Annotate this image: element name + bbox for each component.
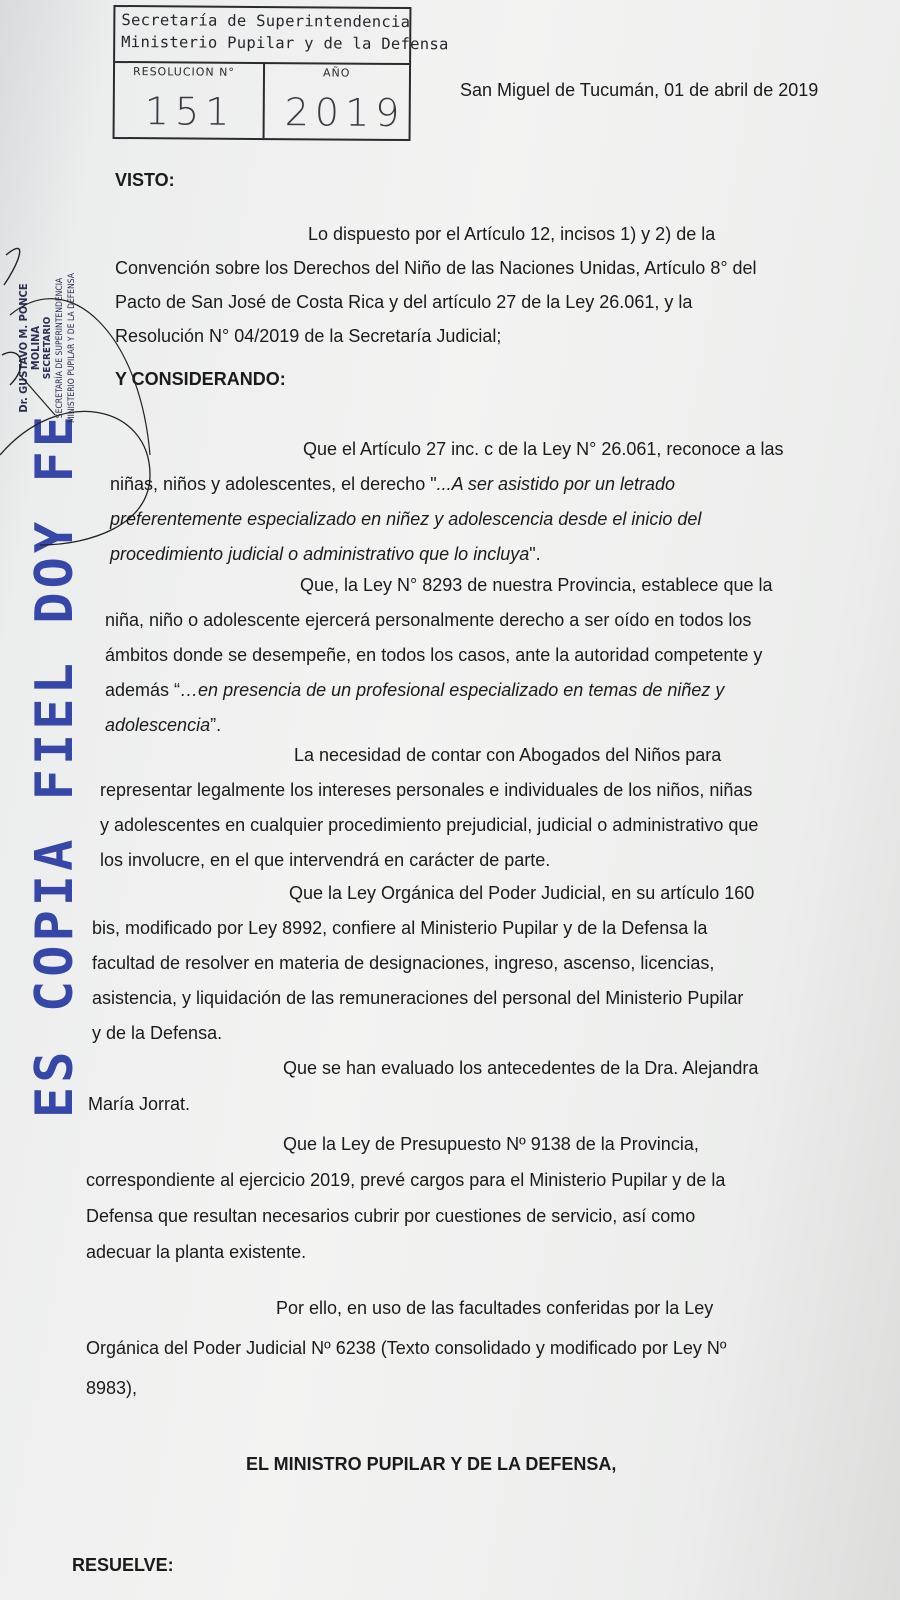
- paragraph-line: [105, 673, 853, 708]
- paragraph-line: Orgánica del Poder Judicial Nº 6238 (Texto consolidado y modificado por Ley Nº: [86, 1338, 727, 1358]
- text-run: niñas, niños y adolescentes, el derecho ": [110, 474, 437, 494]
- stamp-year: 2019: [284, 90, 406, 136]
- seal-title: SECRETARIO: [42, 316, 53, 380]
- quote-run: adolescencia: [105, 715, 211, 735]
- paragraph-line: asistencia, y liquidación de las remuneraciones del personal del Ministerio Pupilar: [92, 988, 744, 1008]
- handwritten-signature: [0, 225, 160, 565]
- paragraph-line: Que se han evaluado los antecedentes de la Dra. Alejandra: [283, 1058, 759, 1078]
- considerando-heading: Y CONSIDERANDO:: [115, 369, 286, 389]
- paragraph-line: Que la Ley Orgánica del Poder Judicial, en su artículo 160: [289, 883, 755, 903]
- seal-name: Dr. GUSTAVO M. PONCE MOLINA: [17, 283, 42, 413]
- considerando-paragraph-3: [100, 738, 850, 878]
- paragraph-line: ámbitos donde se desempeñe, en todos los casos, ante la autoridad competente y: [105, 645, 763, 665]
- text-run: además “: [105, 680, 181, 700]
- stamp-resolution-number: 151: [144, 89, 236, 134]
- considerando-paragraph-2: [105, 568, 853, 743]
- paragraph-line: María Jorrat.: [88, 1094, 191, 1114]
- paragraph-line: y adolescentes en cualquier procedimiento prejudicial, judicial o administrativo que: [100, 815, 759, 835]
- paragraph-line: niña, niño o adolescente ejercerá personalmente derecho a ser oído en todos los: [105, 610, 752, 630]
- considerando-paragraph-5: [88, 1050, 843, 1122]
- paragraph-line: Defensa que resultan necesarios cubrir por cuestiones de servicio, así como: [86, 1206, 696, 1226]
- minister-heading: EL MINISTRO PUPILAR Y DE LA DEFENSA,: [246, 1454, 617, 1474]
- quote-run: …en presencia de un profesional especializado en temas de niñez y: [180, 680, 725, 700]
- considerando-paragraph-4: [92, 876, 847, 1051]
- seal-ministry: MINISTERIO PUPILAR Y DE LA DEFENSA: [67, 273, 77, 423]
- document-date: San Miguel de Tucumán, 01 de abril de 2019: [460, 80, 819, 100]
- stamp-line-2: Ministerio Pupilar y de la Defensa: [121, 33, 449, 54]
- paragraph-line: representar legalmente los intereses personales e individuales de los niños, niñas: [100, 780, 753, 800]
- visto-line: Convención sobre los Derechos del Niño de las Naciones Unidas, Artículo 8° del: [115, 258, 757, 278]
- paragraph-line: y de la Defensa.: [92, 1023, 223, 1043]
- paragraph-line: Que el Artículo 27 inc. c de la Ley N° 26.061, reconoce a las: [303, 439, 784, 459]
- paragraph-line: 8983),: [86, 1378, 138, 1398]
- stamp-year-label: AÑO: [322, 66, 351, 80]
- quote-run: ...A ser asistido por un letrado: [436, 474, 676, 494]
- certified-copy-stamp: ES COPIA FIEL DOY FE: [25, 411, 85, 1119]
- visto-paragraph: [115, 217, 860, 353]
- paragraph-line: [110, 467, 858, 502]
- paragraph-line: Por ello, en uso de las facultades conferidas por la Ley: [276, 1298, 714, 1318]
- paragraph-line: los involucre, en el que intervendrá en carácter de parte.: [100, 850, 551, 870]
- paragraph-line: La necesidad de contar con Abogados del Niños para: [294, 745, 722, 765]
- considerando-paragraph-6: [86, 1126, 843, 1270]
- stamp-line-1: Secretaría de Superintendencia: [121, 11, 411, 32]
- paragraph-line: adecuar la planta existente.: [86, 1242, 307, 1262]
- quote-run: procedimiento judicial o administrativo que lo incluya: [110, 544, 530, 564]
- considerando-paragraph-1: [110, 432, 858, 572]
- stamp-resolution-label: RESOLUCION N°: [132, 65, 235, 79]
- text-run: ".: [529, 544, 541, 564]
- text-run: ”.: [210, 715, 222, 735]
- visto-line: Resolución N° 04/2019 de la Secretaría Judicial;: [115, 326, 502, 346]
- paragraph-line: bis, modificado por Ley 8992, confiere al Ministerio Pupilar y de la Defensa la: [92, 918, 708, 938]
- visto-line: Lo dispuesto por el Artículo 12, incisos 1) y 2) de la: [308, 224, 716, 244]
- stamp-divider-vertical: [263, 62, 266, 138]
- resolution-stamp: [113, 5, 449, 141]
- resuelve-heading: RESUELVE:: [72, 1555, 174, 1575]
- paragraph-line: correspondiente al ejercicio 2019, prevé cargos para el Ministerio Pupilar y de la: [86, 1170, 726, 1190]
- paragraph-line: facultad de resolver en materia de designaciones, ingreso, ascenso, licencias,: [92, 953, 715, 973]
- considerando-paragraph-7: [86, 1288, 841, 1408]
- quote-line: preferentemente especializado en niñez y adolescencia desde el inicio del: [110, 509, 702, 529]
- paragraph-line: Que, la Ley N° 8293 de nuestra Provincia, establece que la: [300, 575, 773, 595]
- paragraph-line: Que la Ley de Presupuesto Nº 9138 de la Provincia,: [283, 1134, 699, 1154]
- visto-heading: VISTO:: [115, 170, 175, 190]
- seal-office: SECRETARÍA DE SUPERINTENDENCIA: [55, 277, 65, 419]
- paragraph-line: [110, 537, 858, 572]
- visto-line: Pacto de San José de Costa Rica y del artículo 27 de la Ley 26.061, y la: [115, 292, 693, 312]
